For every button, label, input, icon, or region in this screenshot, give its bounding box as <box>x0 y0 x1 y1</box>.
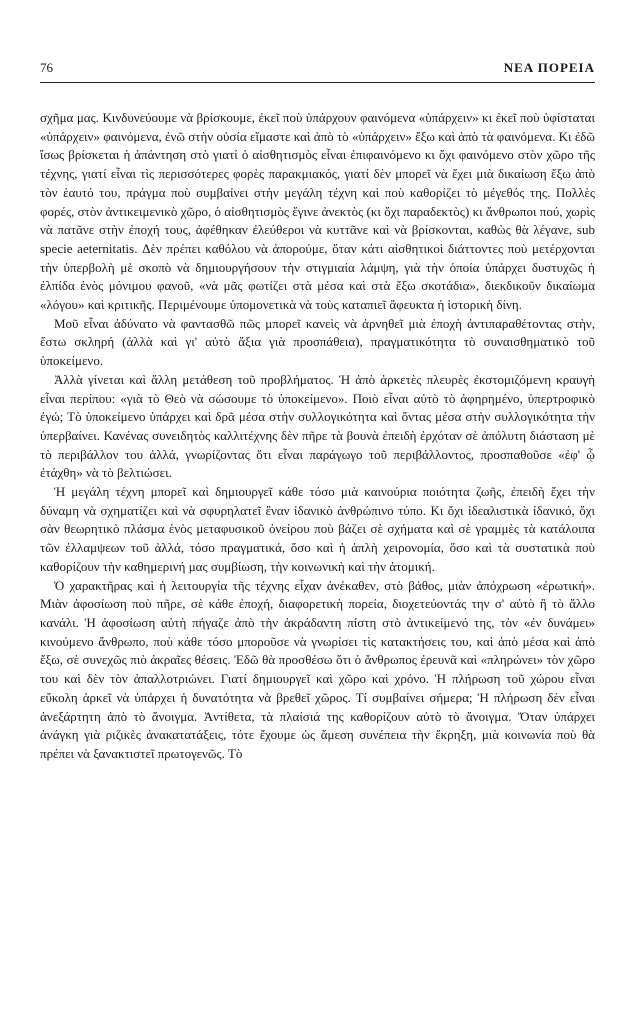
paragraph: Ὁ χαρακτῆρας καὶ ἡ λειτουργία τῆς τέχνης εἶχαν ἀνέκαθεν, στὸ βάθος, μιὰν ἀπόχρωση «ἐρωτική». Μιὰν ἀφοσίωση ποὺ πῆρε, σὲ κάθε ἐποχή, διαφορετικὴ πορεία, διοχετεύοντάς την σ' αὐτὸ ἢ τὸ ἄλλο κανάλι. Ἡ ἀφοσίωση αὐτὴ πήγαζε ἀπὸ τὴν ἀκράδαντη πίστη στὸ ἀντικείμενό της, τὸν «ἐν δυνάμει» κινούμενο ἄνθρωπο, ποὺ κάθε τόσο μποροῦσε νὰ γνωρίσει τὶς κατακτήσεις του, καὶ ἀπὸ μέσα καὶ ἀπὸ ἔξω, σὲ συνεχῶς πιὸ ἀκραῖες θέσεις. Ἐδῶ θὰ προσθέσω ὅτι ὁ ἄνθρωπος ἐρευνᾶ καὶ «πληρώνει» τὸν χῶρο του καὶ δὲν τὸν ἀπαλλοτριώνει. Γιατί δημιουργεῖ καὶ χῶρο καὶ χρόνο. Ἡ πλήρωση τοῦ χώρου εἶναι εὔκολη ἀρκεῖ νὰ ὑπάρχει ἡ δυνατότητα νὰ βρεθεῖ χῶρος. Τί συμβαίνει σήμερα; Ἡ πλήρωση δὲν εἶναι ἀνεξάρτητη ἀπὸ τὸ ἄνοιγμα. Ἀντίθετα, τὰ πλαίσιά της καθορίζουν αὐτὸ τὸ ἄνοιγμα. Ὅταν ὑπάρχει ἀνάγκη γιὰ ριζικὲς ἀνακατατάξεις, τότε ἔχουμε ὡς ἄμεση συνέπεια τὴν ἔκρηξη, μιὰ κοινωνία ποὺ θὰ πρέπει νὰ ξανακτιστεῖ πρωτογενῶς. Τὸ <box>40 577 595 761</box>
page-number: 76 <box>40 60 53 75</box>
article-body <box>40 109 595 764</box>
page-header <box>40 60 595 83</box>
paragraph: σχῆμα μας. Κινδυνεύουμε νὰ βρίσκουμε, ἐκεῖ ποὺ ὑπάρχουν φαινόμενα «ὑπάρχειν» κι ἐκεῖ ποὺ ὑφίσταται «ὑπάρχειν» φαινόμενα, ἐνῶ στὴν οὐσία εἴμαστε καὶ ἀπὸ τὸ «ὑπάρχειν» ἔξω καὶ ἀπὸ τὰ φαινόμενα. Κι ἐδῶ ἴσως βρίσκεται ἡ ἀπάντηση στὸ γιατί ὁ αἰσθητισμὸς εἶναι ἐπιφαινόμενο κι ὄχι φαινόμενο στὸν χῶρο τῆς τέχνης, γιατί εἶναι τὶς περισσότερες φορὲς παρακμιακός, γιατί δὲν μπορεῖ νὰ ἔχει μιὰ δικαίωση ἔξω ἀπὸ τὸν ἑαυτό του, πράγμα ποὺ συμβαίνει στὴν μεγάλη τέχνη καὶ ποὺ καθορίζει τὸ μέγεθός της. Πολλὲς φορές, στὸν ἀντικειμενικὸ χῶρο, ὁ αἰσθητισμὸς ἔγινε ἀνεκτὸς (κι ὄχι παραδεκτὸς) κι ἄνθρωποι πού, χωρὶς νὰ πατᾶνε στὴν ἐποχή τους, ἀφέθηκαν ἐλεύθεροι νὰ κυττᾶνε καὶ νὰ βρίσκονται, καθὼς θὰ λέγανε, sub specie aeternitatis. Δὲν πρέπει καθόλου νὰ ἀπορούμε, ὅταν κάτι αἰσθητικοὶ διάττοντες ποὺ μετέρχονται τὴν ὑπερβολὴ μὲ σκοπὸ νὰ δημιουργήσουν τὴν στιγμιαία λάμψη, γιὰ τὴν ὁποία ὑπάρχει δυστυχῶς ἡ ἐλπίδα ἑνὸς μόνιμου φανοῦ, «νὰ μᾶς φωτίζει στὰ μέσα καὶ στὰ ἔξω σκοτάδια», διεκδικοῦν δικαίωμα «λόγου» καὶ κριτικῆς. Περιμένουμε ὑπομονετικὰ νὰ τοὺς καταπιεῖ ἄφευκτα ἡ ἱστορικὴ δίνη. <box>40 110 595 313</box>
page <box>40 60 595 764</box>
paragraph: Μοῦ εἶναι ἀδύνατο νὰ φαντασθῶ πῶς μπορεῖ κανεὶς νὰ ἀρνηθεῖ μιὰ ἐποχὴ ἀντιπαραθέτοντας στὴν, ἔστω σκληρή (ἀλλὰ καὶ γι' αὐτὸ ἄξια γιὰ προσπάθεια), πραγματικότητα τὸ συναισθηματικὸ τοῦ ὑποκείμενο. <box>40 315 595 369</box>
paragraph: Ἀλλὰ γίνεται καὶ ἄλλη μετάθεση τοῦ προβλήματος. Ἡ ἀπὸ ἀρκετὲς πλευρὲς ἐκστομιζόμενη κραυγὴ εἶναι περίπου: «γιὰ τὸ Θεὸ νὰ σώσουμε τὸ ὑποκείμενο». Ποιὸ εἶναι αὐτὸ τὸ ἀφηρημένο, ὑπερτροφικὸ ἐγώ; Τὸ ὑποκείμενο ὑπάρχει καὶ δρᾶ μέσα στὴν συλλογικότητα καὶ ὄντας μέσα στὴν συλλογικότητα τὴν ὑπερβαίνει. Κανένας συνειδητὸς καλλιτέχνης δὲν πῆρε τὰ βουνὰ ἐπειδὴ ἐρχόταν σὲ ἀπόλυτη διάσταση μὲ τὸ περιβάλλον του ἀλλά, γνωρίζοντας ὅτι εἶναι παράγωγο τοῦ περιβάλλοντος, προσπαθοῦσε «ἐφ' ᾧ ἐτάχθη» νὰ τὸ βελτιώσει. <box>40 371 595 481</box>
running-title: ΝΕΑ ΠΟΡΕΙΑ <box>503 60 595 75</box>
paragraph: Ἡ μεγάλη τέχνη μπορεῖ καὶ δημιουργεῖ κάθε τόσο μιὰ καινούρια ποιότητα ζωῆς, ἐπειδὴ ἔχει τὴν δύναμη νὰ σχηματίζει καὶ νὰ σφυρηλατεῖ ἕναν ἰδανικὸ ἀνθρώπινο τύπο. Κι ὄχι ἰδεαλιστικὰ ἰδανικό, ὄχι σὰν θεωρητικὸ πλάσμα ἑνὸς μεταφυσικοῦ ὀνείρου ποὺ βάζει σὲ σχήματα καὶ σὲ γραμμὲς τὰ κατάλοιπα τῶν ἐλλαμψεων τοῦ ἀλλά, τόσο πραγματικά, ὅσο καὶ ἡ ἁπλὴ χειρονομία, ὅσο καὶ τὰ συστατικὰ ποὺ καθορίζουν τὴν καθημερινή μας συμβίωση, τὴν κοινωνικὴ καὶ τὴν ἀτομική. <box>40 484 595 574</box>
